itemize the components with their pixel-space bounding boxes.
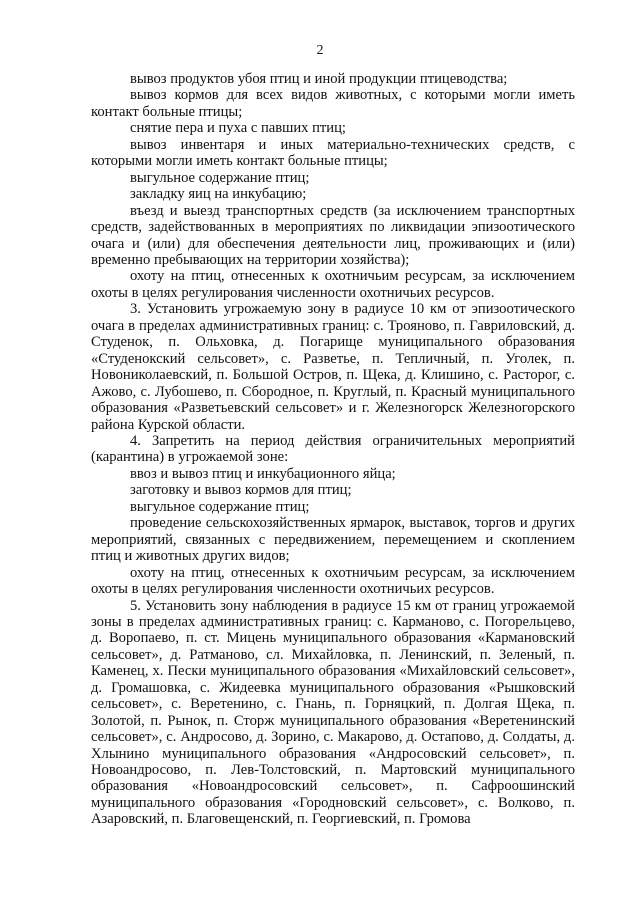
paragraph: охоту на птиц, отнесенных к охотничьим ресурсам, за исключением охоты в целях регулирования численности охотничьих ресурсов. <box>91 564 575 598</box>
paragraph: заготовку и вывоз кормов для птиц; <box>130 482 352 499</box>
paragraph: снятие пера и пуха с павших птиц; <box>130 120 346 137</box>
document-body <box>91 71 575 828</box>
page-number: 2 <box>316 43 324 58</box>
section-4-paragraph: 4. Запретить на период действия ограничительных мероприятий (карантина) в угрожаемой зоне: <box>91 432 575 466</box>
paragraph: выгульное содержание птиц; <box>130 169 310 186</box>
paragraph: закладку яиц на инкубацию; <box>130 186 307 203</box>
paragraph: выгульное содержание птиц; <box>130 498 310 515</box>
paragraph: ввоз и вывоз птиц и инкубационного яйца; <box>130 465 396 482</box>
paragraph: вывоз инвентаря и иных материально-технических средств, с которыми могли иметь контакт больные птицы; <box>91 136 575 170</box>
paragraph: вывоз кормов для всех видов животных, с которыми могли иметь контакт больные птицы; <box>91 87 575 120</box>
paragraph: проведение сельскохозяйственных ярмарок, выставок, торгов и других мероприятий, связанных с передвижением, перемещением и скоплением птиц и животных других видов; <box>91 515 575 565</box>
paragraph: вывоз продуктов убоя птиц и иной продукции птицеводства; <box>130 71 508 87</box>
paragraph: въезд и выезд транспортных средств (за исключением транспортных средств, задействованных в мероприятиях по ликвидации эпизоотического очага и (или) для обеспечения деятельности лиц, проживающих и (или) временно пребывающих на территории хозяйства); <box>91 202 575 268</box>
section-5-paragraph: 5. Установить зону наблюдения в радиусе 15 км от границ угрожаемой зоны в пределах административных границ: с. Карманово, с. Погорельцево, д. Воропаево, п. ст. Мицень муниципального образования «Кармановский сельсовет», д. Ратманово, сл. Михайловка, п. Ленинский, п. Зеленый, п. Каменец, х. Пески муниципального образования «Михайловский сельсовет», д. Громашовка, с. Жидеевка муниципального образования «Рышковский сельсовет», с. Веретенино, с. Гнань, п. Горняцкий, п. Долгая Щека, п. Золотой, п. Рынок, п. Сторж муниципального образования «Веретенинский сельсовет», с. Андросово, д. Зорино, с. Макарово, д. Остапово, д. Солдаты, д. Хлынино муниципального образования «Андросовский сельсовет», п. Новоандросово, п. Лев-Толстовский, п. Мартовский муниципального образования «Новоандросовский сельсовет», п. Сафроошинский муниципального образования «Городновский сельсовет», с. Волково, п. Азаровский, п. Благовещенский, п. Георгиевский, п. Громова <box>91 597 575 828</box>
paragraph: охоту на птиц, отнесенных к охотничьим ресурсам, за исключением охоты в целях регулирования численности охотничьих ресурсов. <box>91 268 575 301</box>
section-3-paragraph: 3. Установить угрожаемую зону в радиусе 10 км от эпизоотического очага в пределах административных границ: с. Трояново, п. Гавриловский, д. Студенок, п. Ольховка, д. Погарище муниципального образования «Студенокский сельсовет», с. Разветье, п. Тепличный, п. Уголек, п. Новониколаевский, п. Большой Остров, п. Щека, д. Клишино, с. Расторог, с. Ажово, с. Лубошево, п. Сбородное, п. Круглый, п. Красный муниципального образования «Разветьевский сельсовет» и г. Железногорск Железногорского района Курской области. <box>91 301 575 433</box>
